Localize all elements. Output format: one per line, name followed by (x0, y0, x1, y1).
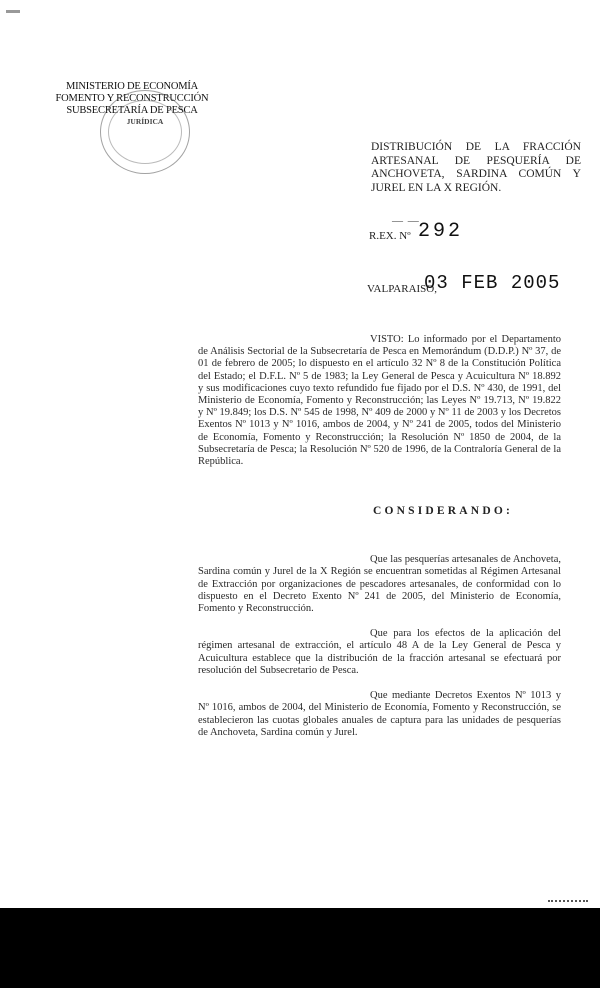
scan-artifact (6, 10, 20, 13)
scan-black-border (0, 908, 600, 988)
official-seal-label (115, 117, 175, 126)
considerando-paragraph-1: Que las pesquerías artesanales de Anchoveta, Sardina común y Jurel de la X Región se encuentran sometidas al Régimen Artesanal de Extracción por organizaciones de pescadores artesanales, de conformidad con lo dispuesto en el Decreto Exento Nº 241 de 2005, del Ministerio de Economía, Fomento y Reconstrucción. (198, 554, 561, 615)
letterhead-line-subsecretariat: SUBSECRETARÍA DE PESCA (66, 105, 198, 116)
letterhead-line-department: FOMENTO Y RECONSTRUCCIÓN (55, 93, 209, 104)
resolution-label: R.EX. Nº (369, 230, 411, 242)
considerando-heading: CONSIDERANDO: (373, 505, 513, 517)
date-stamp: 03 FEB 2005 (424, 272, 561, 294)
document-subject: DISTRIBUCIÓN DE LA FRACCIÓN ARTESANAL DE PESQUERÍA DE ANCHOVETA, SARDINA COMÚN Y JUREL EN LA X REGIÓN. (371, 141, 581, 194)
seal-line-legal: JURÍDICA (126, 117, 164, 126)
place-label: VALPARAISO, (367, 283, 437, 295)
letterhead-line-ministry: MINISTERIO DE ECONOMÍA (65, 81, 199, 92)
resolution-dash: — — (392, 215, 420, 227)
visto-paragraph: VISTO: Lo informado por el Departamento de Análisis Sectorial de la Subsecretaría de Pesca en Memorándum (D.D.P.) Nº 37, de 01 de febrero de 2005; lo dispuesto en el artículo 32 Nº 8 de la Constitución Política del Estado; el D.F.L. Nº 5 de 1983; la Ley General de Pesca y Acuicultura Nº 18.892 y sus modificaciones cuyo texto refundido fue fijado por el D.S. Nº 430, de 1991, del Ministerio de Economía, Fomento y Reconstrucción; las Leyes Nº 19.713, Nº 19.822 y Nº 19.849; los D.S. Nº 545 de 1998, Nº 409 de 2000 y Nº 11 de 2003 y los Decretos Exentos Nº 1013 y Nº 1016, ambos de 2004, y Nº 241 de 2005, todos del Ministerio de Economía, Fomento y Reconstrucción; la Resolución Nº 1850 de 2004, de la Subsecretaría de Pesca; la Resolución Nº 520 de 1996, de la Contraloría General de la República. (198, 334, 561, 468)
scan-artifact-dots (548, 900, 588, 906)
considerando-paragraph-2: Que para los efectos de la aplicación del régimen artesanal de extracción, el artículo 48 A de la Ley General de Pesca y Acuicultura establece que la distribución de la fracción artesanal se efectuará por resolución del Subsecretario de Pesca. (198, 628, 561, 676)
considerando-paragraph-3: Que mediante Decretos Exentos Nº 1013 y Nº 1016, ambos de 2004, del Ministerio de Economía, Fomento y Reconstrucción, se establecieron las cuotas globales anuales de captura para las unidades de pesquerías de Anchoveta, Sardina común y Jurel. (198, 690, 561, 738)
resolution-number: 292 (418, 220, 464, 243)
official-seal-inner-ring (108, 100, 182, 164)
